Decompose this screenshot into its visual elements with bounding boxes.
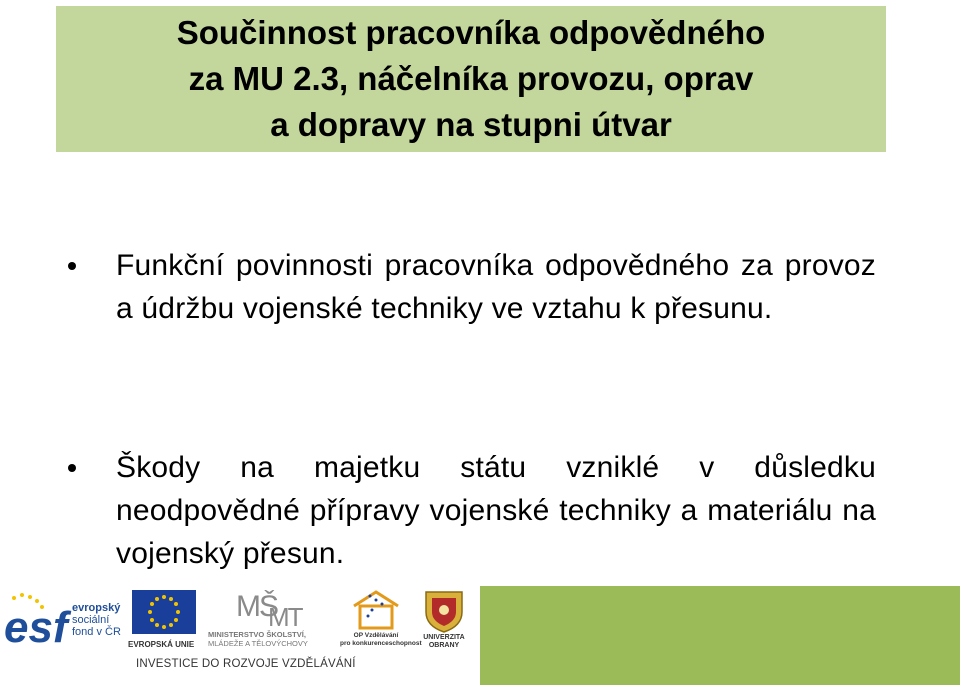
univerzita-obrany-logo: [416, 588, 472, 656]
esf-label-2: sociální: [72, 614, 110, 626]
bullet-text-2: Škody na majetku státu vzniklé v důsledku neodpovědné přípravy vojenské techniky a materiálu na vojenský přesun.: [116, 451, 876, 570]
slide-title-box: [56, 6, 886, 152]
op-label-2: pro konkurenceschopnost: [340, 640, 422, 647]
bullet-dot-icon: [68, 262, 76, 270]
eu-flag-logo: [124, 588, 204, 652]
bullet-item-1: [70, 244, 876, 330]
esf-label-1: evropský: [72, 602, 121, 614]
msmt-label-1: MINISTERSTVO ŠKOLSTVÍ,: [208, 630, 306, 639]
msmt-label-2: MLÁDEŽE A TĚLOVÝCHOVY: [208, 639, 308, 648]
footer-green-block: [480, 586, 960, 685]
svg-text:MŠ: MŠ: [236, 590, 277, 623]
msmt-logo: [206, 586, 334, 652]
svg-text:esf: esf: [4, 603, 68, 652]
unob-label-2: OBRANY: [428, 642, 460, 649]
footer-logo-bar: [0, 586, 960, 685]
investice-slogan: INVESTICE DO ROZVOJE VZDĚLÁVÁNÍ: [136, 658, 356, 670]
slide-title-line-3: a dopravy na stupni útvar: [270, 106, 672, 143]
svg-text:MT: MT: [268, 602, 302, 630]
slide-title-line-1: Součinnost pracovníka odpovědného: [176, 14, 766, 51]
op-label-1: OP Vzdělávání: [353, 632, 399, 639]
bullet-item-2: [70, 446, 876, 575]
bullet-text-1: Funkční povinnosti pracovníka odpovědného za provoz a údržbu vojenské techniky ve vztahu k přesunu.: [116, 249, 876, 325]
logo-strip: [0, 586, 480, 685]
op-vzdelavani-logo: [340, 588, 422, 654]
eu-label: EVROPSKÁ UNIE: [128, 640, 195, 649]
unob-label-1: UNIVERZITA: [423, 634, 465, 641]
slide-title-line-2: za MU 2.3, náčelníka provozu, oprav: [188, 60, 754, 97]
bullet-dot-icon: [68, 464, 76, 472]
esf-logo: [4, 592, 122, 656]
esf-label-3: fond v ČR: [72, 626, 121, 638]
